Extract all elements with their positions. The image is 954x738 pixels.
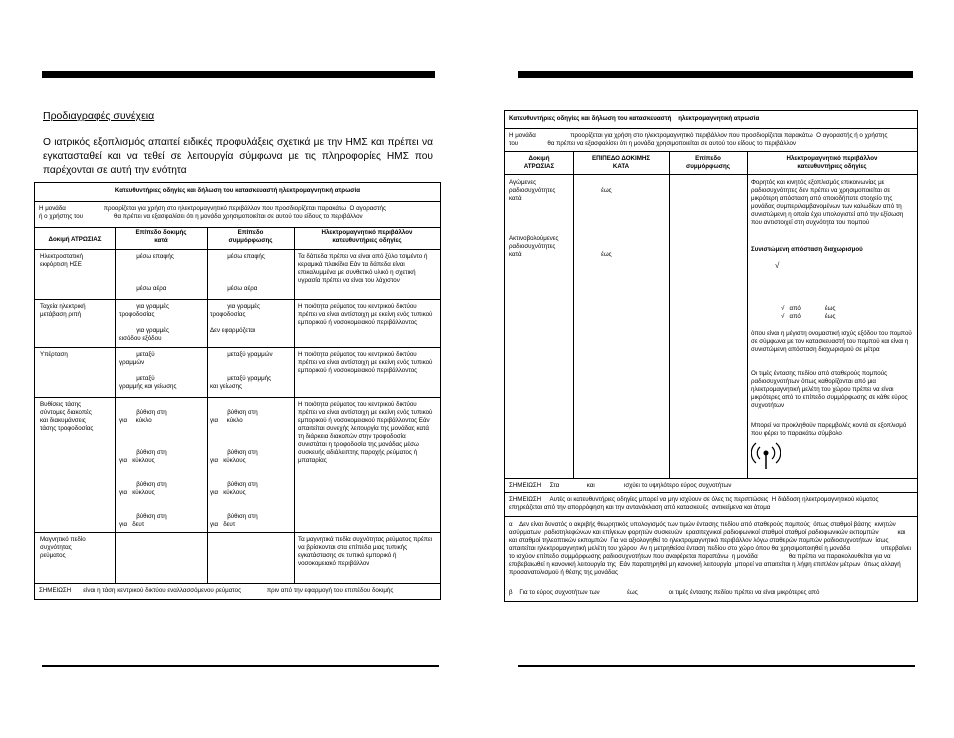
table-note: ΣΗΜΕΙΩΣΗ Αυτές οι κατευθυντήριες οδηγίες μπορεί να μην ισχύουν σε όλες τις περιπτώσεις Η διάδοση ηλεκτρομαγνητικού κύματος επηρεάζεται από την απορρόφηση και την αντανάκλαση από κατασκευές αντικείμενα και άτομα	[509, 496, 881, 511]
table-cell: έως έως	[601, 187, 612, 258]
table-cell: μέσω επαφής μέσω αέρα	[227, 253, 265, 292]
table-cell: Η ποιότητα ρεύματος του κεντρικού δικτύου πρέπει να είναι αντίστοιχη με εκείνη ενός τυπικού εμπορικού ή νοσοκομειακού περιβάλλοντος	[298, 303, 433, 326]
table-cell: βύθιση στη για κύκλο βύθιση στη για κύκλους βύθιση στη για κύκλους βύθιση στη για δευτ	[210, 409, 258, 528]
table-cell: μέσω επαφής μέσω αέρα	[136, 253, 174, 292]
guidance-text: Μπορεί να προκληθούν παρεμβολές κοντά σε εξοπλισμό που φέρει το παρακάτω σύμβολο	[751, 422, 907, 437]
table-note: ΣΗΜΕΙΩΣΗ είναι η τάση κεντρικού δικτύου εναλλασσόμενου ρεύματος πριν από την εφαρμογή του επιπέδου δοκιμής	[39, 587, 394, 594]
table-cell: Τα μαγνητικά πεδία συχνότητας ρεύματος πρέπει να βρίσκονται στα επίπεδα μιας τυπικής εγκατάστασης σε τυπικό εμπορικό ή νοσοκομειακό περιβάλλον	[298, 536, 433, 567]
table-cell: μεταξύ γραμμών μεταξύ γραμμής και γείωσης	[210, 351, 273, 390]
table-row: Ταχεία ηλεκτρική μετάβαση ριπή	[40, 303, 86, 318]
table-intro-line: Η μονάδα προορίζεται για χρήση στο ηλεκτρομαγνητικό περιβάλλον που προσδιορίζεται παρακάτω Ο αγοραστής ή ο χρήστης	[509, 132, 888, 139]
sqrt-formula: √ από έως	[781, 313, 836, 320]
table-cell: βύθιση στη για κύκλο βύθιση στη για κύκλους βύθιση στη για κύκλους βύθιση στη για δευτ	[119, 409, 167, 528]
guidance-text: όπου είναι η μέγιστη ονομαστική ισχύς εξόδου του πομπού σε σύμφωνα με τον κατασκευαστή του πομπού και είναι η συνιστώμενη απόσταση διαχωρισμού σε μέτρα	[751, 330, 912, 353]
table-title: Κατευθυντήριες οδηγίες και δήλωση του κατασκευαστή ηλεκτρομαγνητική ατρωσία	[509, 115, 760, 122]
table-row: Ηλεκτροστατική εκφόρτιση ΗΣΕ	[40, 253, 83, 268]
intro-paragraph: Ο ιατρικός εξοπλισμός απαιτεί ειδικές προφυλάξεις σχετικά με την ΗΜΣ και πρέπει να εγκατασταθεί και να τεθεί σε λειτουργία σύμφωνα με τις πληροφορίες ΗΜΣ που παρέχονται σε αυτή την ενότητα	[43, 137, 433, 176]
col-header-compliance: Επίπεδο συμμόρφωσης	[686, 155, 730, 170]
col-header-test: Δοκιμή ΑΤΡΩΣΙΑΣ	[523, 155, 555, 170]
table-cell: μεταξύ γραμμών μεταξύ γραμμής και γείωσης	[119, 351, 177, 390]
left-immunity-table	[34, 182, 441, 600]
table-row: Υπέρταση	[40, 351, 68, 358]
sqrt-formula: √	[775, 261, 780, 270]
table-row: Μαγνητικό πεδίο συχνότητας ρεύματος	[40, 536, 86, 559]
radio-transmitter-icon	[751, 439, 781, 473]
guidance-text: Φορητός και κινητός εξοπλισμός επικοινωνίας με ραδιοσυχνότητες δεν πρέπει να χρησιμοποιείται σε μικρότερη απόσταση από οποιοδήποτε στοιχείο της μονάδας συμπεριλαμβανομένων των καλωδίων από τη συνιστώμενη η οποία έχει υπολογιστεί από την εξίσωση που αντιστοιχεί στη συχνότητα του πομπού	[751, 179, 904, 226]
table-intro-line: ή ο χρήστης του θα πρέπει να εξασφαλίσει ότι η μονάδα χρησιμοποιείται σε αυτού του είδους το περιβάλλον	[39, 213, 363, 220]
col-header-guidance: Ηλεκτρομαγνητικό περιβάλλον κατευθυντήριες οδηγίες	[321, 229, 413, 244]
right-footer-rule	[518, 665, 915, 667]
left-header-bar	[42, 71, 435, 78]
table-row: Βυθίσεις τάσης σύντομες διακοπές και διακυμάνσεις τάσης τροφοδοσίας	[40, 401, 94, 432]
table-intro-line: του θα πρέπει να εξασφαλίσει ότι η μονάδα χρησιμοποιείται σε αυτού του είδους το περιβάλλον	[509, 140, 797, 147]
table-note: ΣΗΜΕΙΩΣΗ Στα και ισχύει το υψηλότερο εύρος συχνοτήτων	[509, 482, 732, 489]
table-cell: Η ποιότητα ρεύματος του κεντρικού δικτύου πρέπει να είναι αντίστοιχη με εκείνη ενός τυπικού εμπορικού ή νοσοκομειακού περιβάλλοντος Εάν απαιτείται συνεχής λειτουργία της μονάδας κατά τη διάρκεια διακοπών στην τροφοδοσία συνιστάται η τροφοδοσία της μονάδας μέσω συσκευής αδιάλειπτης παροχής ρεύματος ή μπαταρίας	[298, 401, 433, 464]
col-header-level: ΕΠΙΠΕΔΟ ΔΟΚΙΜΗΣ ΚΑΤΑ	[591, 155, 651, 170]
table-title: Κατευθυντήριες οδηγίες και δήλωση του κατασκευαστή ηλεκτρομαγνητική ατρωσία	[114, 187, 361, 194]
section-title: Προδιαγραφές συνέχεια	[43, 110, 155, 122]
right-immunity-table	[504, 110, 918, 602]
left-footer-rule	[42, 665, 439, 667]
right-header-bar	[518, 71, 913, 78]
guidance-text: Οι τιμές έντασης πεδίου από σταθερούς πομπούς ραδιοσυχνοτήτων όπως καθορίζονται από μια ηλεκτρομαγνητική μελέτη του χώρου πρέπει να είναι μικρότερες από το επίπεδο συμμόρφωσης σε κάθε εύρος συχνοτήτων	[751, 370, 908, 409]
table-row: Αγώμενες ραδιοσυχνότητες κατά Ακτινοβολούμενες ραδιοσυχνότητες κατά	[509, 179, 559, 258]
col-header-guidance: Ηλεκτρομαγνητικό περιβάλλον κατευθυντήριες οδηγίες	[786, 155, 878, 170]
table-cell: Τα δάπεδα πρέπει να είναι από ξύλο τσιμέντο ή κεραμικά πλακίδια Εάν τα δάπεδα είναι επικαλυμμένα με συνθετικό υλικό η σχετική υγρασία πρέπει να είναι του λάχιστον	[298, 253, 428, 284]
col-header-level: Επίπεδο δοκιμής κατά	[135, 229, 187, 244]
table-cell: για γραμμές τροφοδοσίας για γραμμές εισόδου εξόδου	[119, 303, 170, 342]
sqrt-formula: √ από έως	[781, 305, 836, 312]
footnote: β Για το εύρος συχνοτήτων των έως οι τιμές έντασης πεδίου πρέπει να είναι μικρότερες από	[509, 589, 820, 596]
table-intro-line: Η μονάδα προορίζεται για χρήση στο ηλεκτρομαγνητικό περιβάλλον που προσδιορίζεται παρακάτω Ο αγοραστής	[39, 205, 386, 212]
table-cell: για γραμμές τροφοδοσίας Δεν εφαρμόζεται	[210, 303, 261, 334]
col-header-test: Δοκιμή ΑΤΡΩΣΙΑΣ	[48, 236, 102, 243]
guidance-subheading: Συνιστώμενη απόσταση διαχωρισμού	[751, 246, 863, 253]
table-cell: Η ποιότητα ρεύματος του κεντρικού δικτύου πρέπει να είναι αντίστοιχη με εκείνη ενός τυπικού εμπορικού ή νοσοκομειακού περιβάλλοντος	[298, 351, 433, 374]
footnote: α Δεν είναι δυνατός ο ακριβής θεωρητικός υπολογισμός των τιμών έντασης πεδίου από σταθερούς πομπούς όπως σταθμοί βάσης κινητών ασύρματων ραδιοτηλεφώνων και επίγειων φορητών συσκευών ερασιτεχνικοί ραδιοφωνικοί σταθμοί σταθμοί ραδιοφωνικών εκπομπών και και σταθμοί τηλεοπτικών εκπομπών Για να αξιολογηθεί το ηλεκτρομαγνητικό περιβάλλον λόγω σταθερών πομπών ραδιοσυχνοτήτων ίσως απαιτείται ηλεκτρομαγνητική μελέτη του χώρου Αν η μετρηθείσα ένταση πεδίου στο χώρο όπου θα χρησιμοποιηθεί η μονάδα υπερβαίνει το ισχύον επίπεδο συμμόρφωσης ραδιοσυχνοτήτων που αναφέρεται παραπάνω η μονάδα θα πρέπει να παρακολουθείται για να επιβεβαιωθεί η κανονική λειτουργία της Εάν παρατηρηθεί μη κανονική λειτουργία μπορεί να απαιτείται η λήψη επιπλέον μέτρων όπως αλλαγή προσανατολισμού ή θέσης της μονάδας	[509, 521, 920, 576]
col-header-compliance: Επίπεδο συμμόρφωσης	[228, 229, 273, 244]
